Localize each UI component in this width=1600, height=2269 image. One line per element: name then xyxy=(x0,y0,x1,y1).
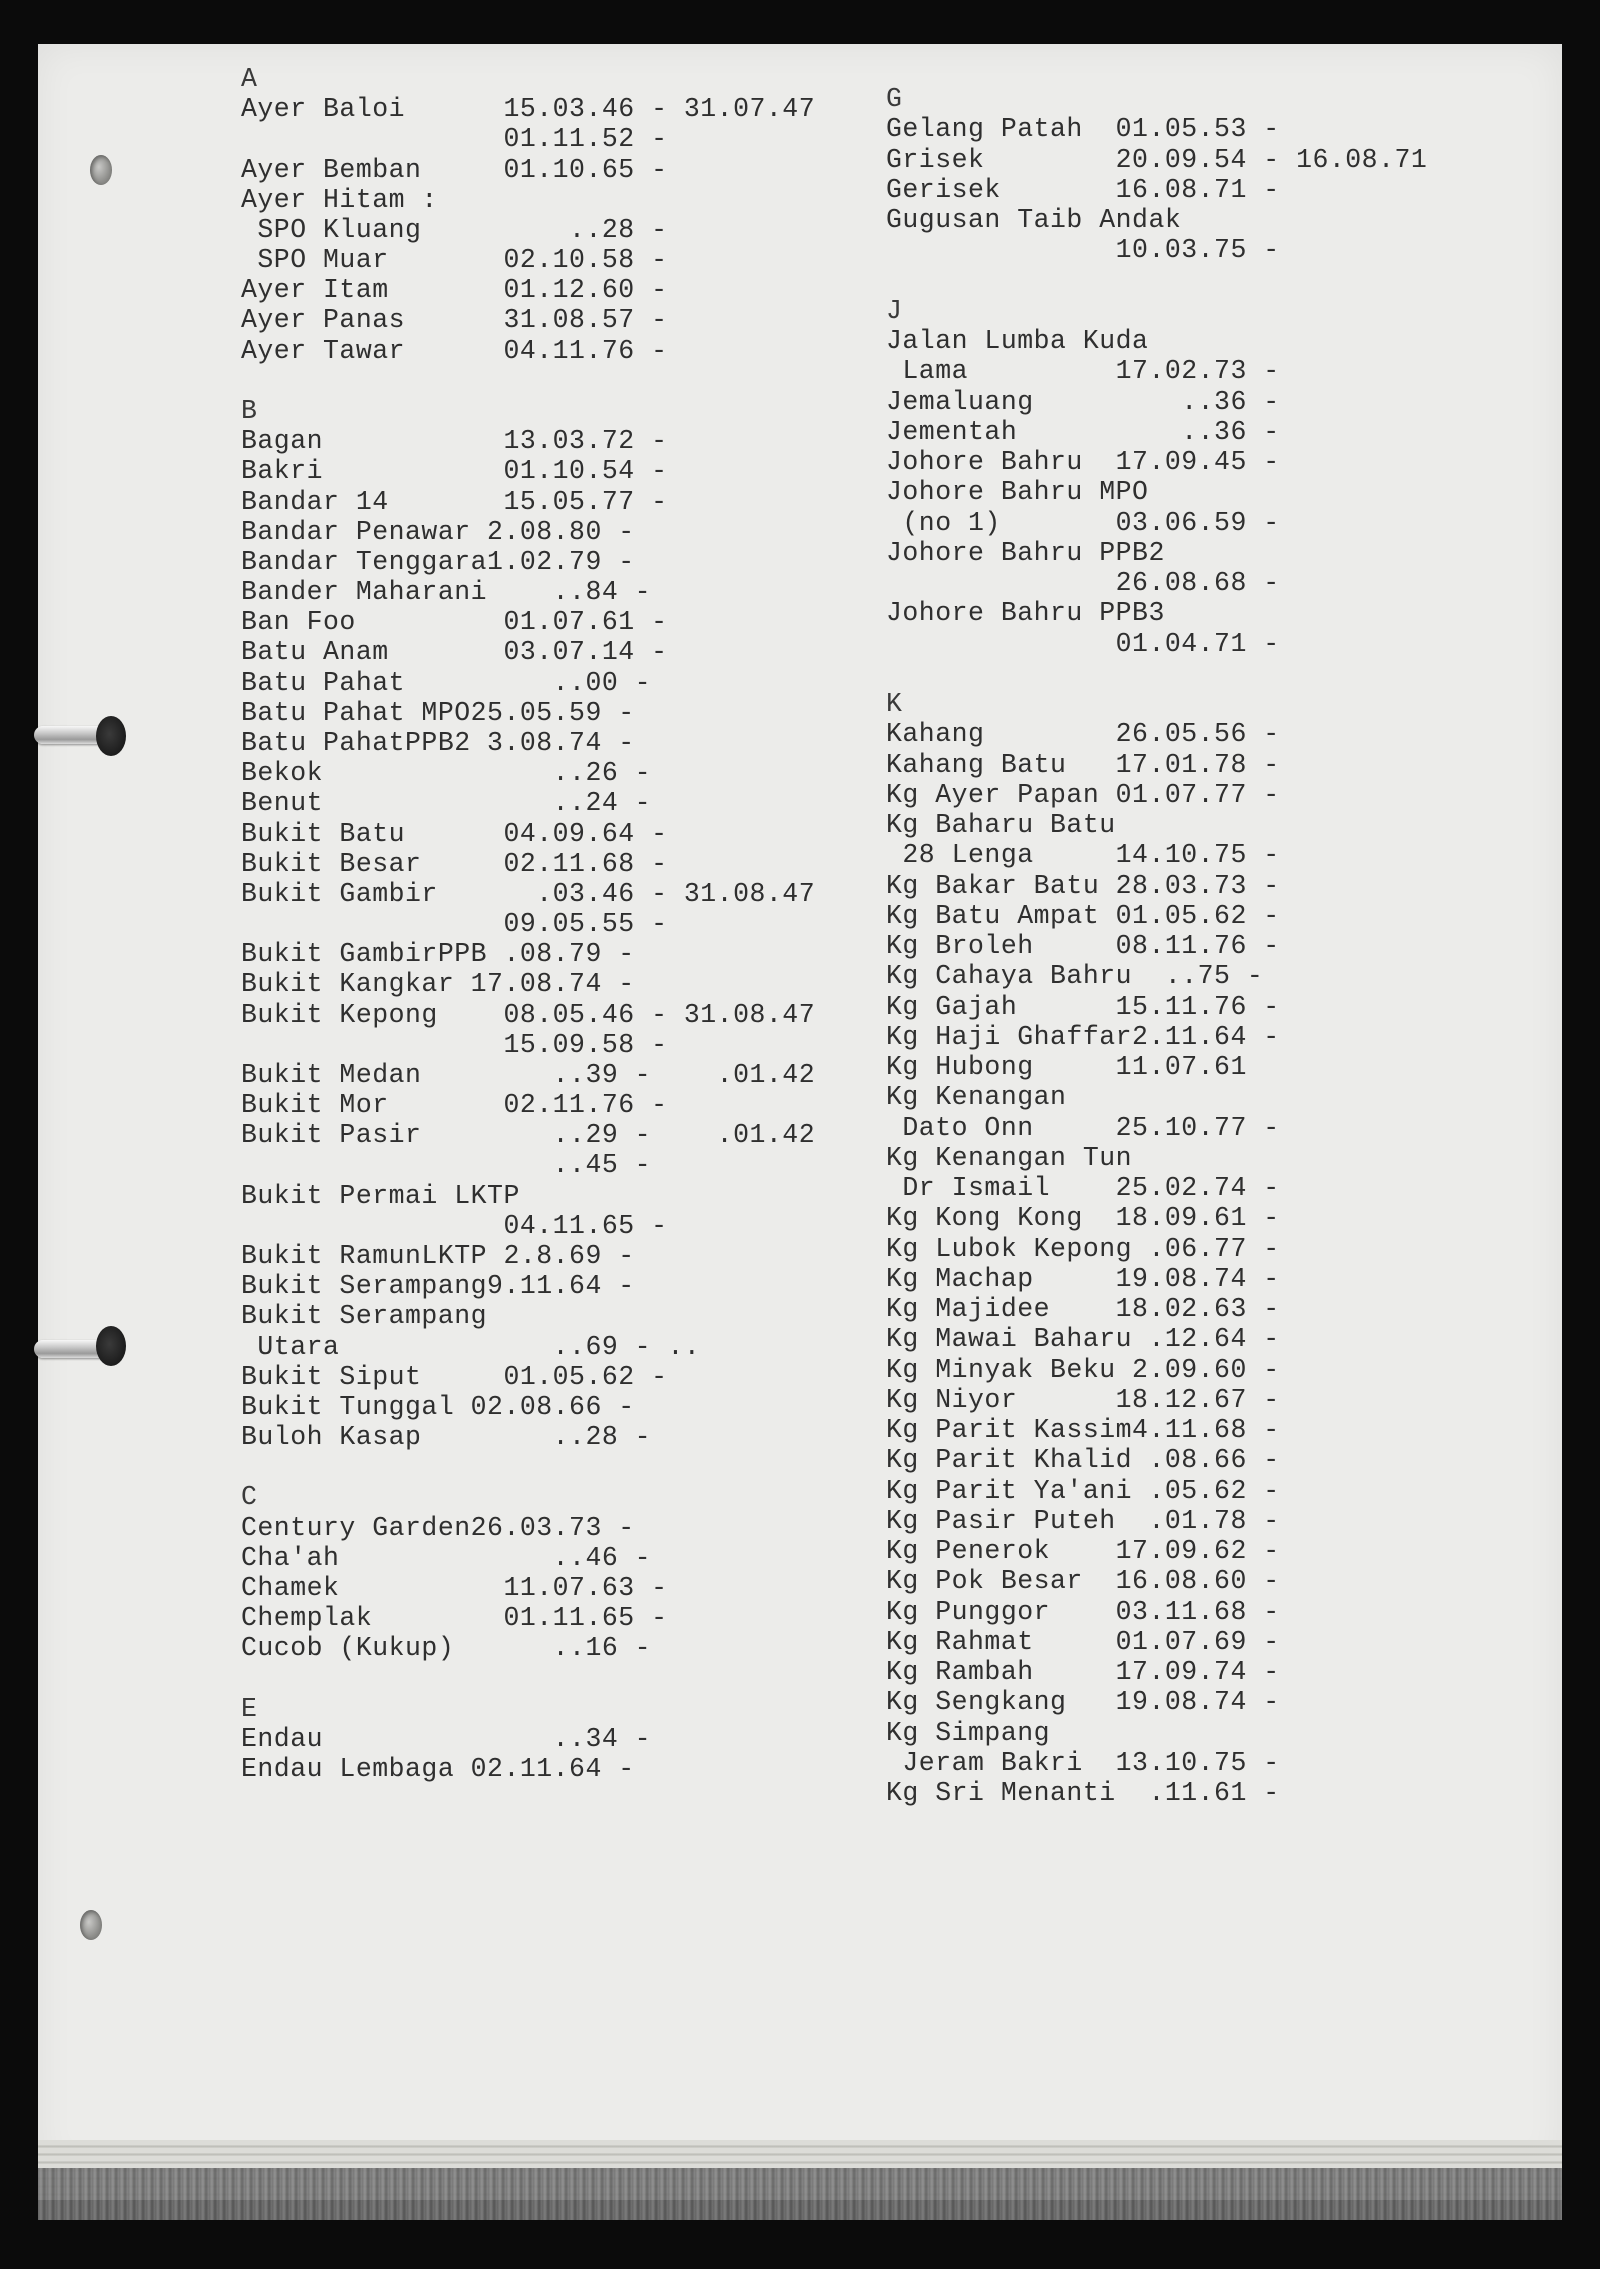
left-column-line: Bander Maharani ..84 - xyxy=(241,577,652,608)
right-column-line: Kg Baharu Batu xyxy=(886,810,1116,840)
right-column-line: Dr Ismail 25.02.74 - xyxy=(886,1173,1280,1203)
left-column-line: ..45 - xyxy=(241,1150,652,1181)
right-column-line: Kg Batu Ampat 01.05.62 - xyxy=(886,900,1280,931)
right-column-line: Jalan Lumba Kuda xyxy=(886,326,1149,356)
left-column-line: Chemplak 01.11.65 - xyxy=(241,1603,668,1634)
left-column-line: Utara ..69 - .. xyxy=(241,1331,701,1362)
right-column-line: Kahang 26.05.56 - xyxy=(886,719,1280,750)
right-column-line: Dato Onn 25.10.77 - xyxy=(886,1112,1280,1143)
left-column-line: Bukit RamunLKTP 2.8.69 - xyxy=(241,1241,635,1272)
left-column-line: Chamek 11.07.63 - xyxy=(241,1573,668,1603)
left-column-line: Bukit Pasir ..29 - .01.42 xyxy=(241,1120,816,1151)
right-column-line: Kg Sri Menanti .11.61 - xyxy=(886,1778,1280,1808)
left-column-line: Bukit Besar 02.11.68 - xyxy=(241,848,668,879)
right-column-line: K xyxy=(886,689,903,719)
right-column-line: Jemaluang ..36 - xyxy=(886,386,1280,417)
right-column-line: Kg Mawai Baharu .12.64 - xyxy=(886,1324,1280,1355)
left-column-line: Bandar Penawar 2.08.80 - xyxy=(241,516,635,547)
right-column-line: Kg Pasir Puteh .01.78 - xyxy=(886,1505,1280,1536)
left-column-line: E xyxy=(241,1693,258,1724)
left-column-line: Batu PahatPPB2 3.08.74 - xyxy=(241,727,635,758)
punch-hole-bottom xyxy=(80,1910,102,1940)
document-page xyxy=(38,44,1562,2174)
right-column-line: Jementah ..36 - xyxy=(886,416,1280,447)
right-column-line: J xyxy=(886,295,903,326)
left-column-line: SPO Muar 02.10.58 - xyxy=(241,245,668,276)
right-column-line: Kg Machap 19.08.74 - xyxy=(886,1263,1280,1294)
left-column-line: Ban Foo 01.07.61 - xyxy=(241,607,668,638)
left-column-line: Ayer Bemban 01.10.65 - xyxy=(241,154,668,185)
left-column-line: Bukit Medan ..39 - .01.42 xyxy=(241,1059,816,1090)
left-column-line: Bagan 13.03.72 - xyxy=(241,426,668,457)
right-column-line: Kg Punggor 03.11.68 - xyxy=(886,1596,1280,1627)
left-column-line: Cucob (Kukup) ..16 - xyxy=(241,1633,652,1664)
right-column-line: Johore Bahru MPO xyxy=(886,477,1149,508)
right-column-line: Kg Hubong 11.07.61 xyxy=(886,1052,1247,1082)
right-column-line: 28 Lenga 14.10.75 - xyxy=(886,840,1280,871)
left-column-line: Ayer Baloi 15.03.46 - 31.07.47 xyxy=(241,94,816,125)
left-column-line: Bukit Kepong 08.05.46 - 31.08.47 xyxy=(241,999,816,1030)
right-column-line: Kg Lubok Kepong .06.77 - xyxy=(886,1233,1280,1264)
right-column-line: Johore Bahru 17.09.45 - xyxy=(886,447,1280,477)
left-column-line: Bukit Permai LKTP xyxy=(241,1180,520,1211)
right-column-line: Kg Kong Kong 18.09.61 - xyxy=(886,1203,1280,1234)
right-column-line: Kg Gajah 15.11.76 - xyxy=(886,991,1280,1022)
left-column-line: Bandar 14 15.05.77 - xyxy=(241,486,668,517)
right-column-line: Kg Pok Besar 16.08.60 - xyxy=(886,1566,1280,1597)
left-column-line: Bukit Batu 04.09.64 - xyxy=(241,818,668,849)
left-column-line: Bakri 01.10.54 - xyxy=(241,456,668,487)
right-column-line: Gelang Patah 01.05.53 - xyxy=(886,114,1280,145)
right-column-line: Kg Minyak Beku 2.09.60 - xyxy=(886,1354,1280,1385)
right-column-line: Kg Haji Ghaffar2.11.64 - xyxy=(886,1021,1280,1052)
right-column-line: Kg Kenangan Tun xyxy=(886,1142,1133,1173)
left-column-line: 04.11.65 - xyxy=(241,1210,668,1241)
right-column-line: Kg Parit Kassim4.11.68 - xyxy=(886,1415,1280,1445)
right-column-line: Kg Rambah 17.09.74 - xyxy=(886,1657,1280,1687)
right-column-line: Kg Majidee 18.02.63 - xyxy=(886,1294,1280,1324)
binder-ring-lower-end xyxy=(96,1326,126,1366)
binder-ring-upper-end xyxy=(96,716,126,756)
left-column-line: B xyxy=(241,395,258,426)
left-column-line: Ayer Hitam : xyxy=(241,184,438,215)
right-column-line: Jeram Bakri 13.10.75 - xyxy=(886,1747,1280,1778)
left-column-line: Buloh Kasap ..28 - xyxy=(241,1422,652,1453)
left-column-line: Bekok ..26 - xyxy=(241,758,652,789)
right-column-line: Johore Bahru PPB2 xyxy=(886,537,1165,568)
left-column-line: Bandar Tenggara1.02.79 - xyxy=(241,546,635,577)
right-column-line: 26.08.68 - xyxy=(886,568,1280,598)
left-column-line: 15.09.58 - xyxy=(241,1029,668,1060)
right-column-line: Kg Bakar Batu 28.03.73 - xyxy=(886,870,1280,901)
left-column-line: Bukit Gambir .03.46 - 31.08.47 xyxy=(241,878,816,909)
left-column-line: Endau Lembaga 02.11.64 - xyxy=(241,1754,635,1785)
right-column-line: Lama 17.02.73 - xyxy=(886,356,1280,387)
left-column-line: Batu Pahat ..00 - xyxy=(241,667,652,698)
right-column-line: Kg Parit Ya'ani .05.62 - xyxy=(886,1475,1280,1506)
binder-edge xyxy=(38,2168,1562,2220)
left-column-line: Ayer Itam 01.12.60 - xyxy=(241,275,668,306)
left-column-line: Benut ..24 - xyxy=(241,788,652,819)
left-column-line: Century Garden26.03.73 - xyxy=(241,1512,635,1543)
right-column-line: Johore Bahru PPB3 xyxy=(886,598,1165,629)
right-column-line: Gerisek 16.08.71 - xyxy=(886,174,1280,205)
punch-hole-top xyxy=(90,155,112,185)
right-column-line: G xyxy=(886,84,903,114)
right-column-line: Kg Sengkang 19.08.74 - xyxy=(886,1687,1280,1718)
left-column-line: Batu Anam 03.07.14 - xyxy=(241,637,668,668)
left-column-line: 01.11.52 - xyxy=(241,124,668,155)
left-column-line: A xyxy=(241,64,258,94)
left-column-line: SPO Kluang ..28 - xyxy=(241,214,668,245)
right-column-line: Kg Rahmat 01.07.69 - xyxy=(886,1626,1280,1657)
right-column-line: Kahang Batu 17.01.78 - xyxy=(886,749,1280,780)
left-column-line: C xyxy=(241,1482,258,1513)
right-column-line: Grisek 20.09.54 - 16.08.71 xyxy=(886,144,1428,175)
right-column-line: Kg Kenangan xyxy=(886,1082,1067,1113)
right-column-line: Kg Niyor 18.12.67 - xyxy=(886,1384,1280,1415)
right-column-line: Kg Parit Khalid .08.66 - xyxy=(886,1445,1280,1476)
left-column-line: Bukit Siput 01.05.62 - xyxy=(241,1361,668,1392)
left-column-line: Bukit Tunggal 02.08.66 - xyxy=(241,1391,635,1422)
right-column-line: 10.03.75 - xyxy=(886,235,1280,266)
right-column-line: 01.04.71 - xyxy=(886,628,1280,659)
left-column-line: Bukit Kangkar 17.08.74 - xyxy=(241,969,635,1000)
left-column-line: Bukit Mor 02.11.76 - xyxy=(241,1090,668,1121)
left-column-line: Endau ..34 - xyxy=(241,1723,652,1754)
left-column-line: Bukit GambirPPB .08.79 - xyxy=(241,939,635,970)
right-column-line: Kg Cahaya Bahru ..75 - xyxy=(886,961,1264,992)
right-column-line: Kg Penerok 17.09.62 - xyxy=(886,1536,1280,1566)
left-column-line: Cha'ah ..46 - xyxy=(241,1542,652,1573)
right-column-line: Kg Broleh 08.11.76 - xyxy=(886,931,1280,961)
right-column-line: Gugusan Taib Andak xyxy=(886,205,1182,235)
left-column-line: Batu Pahat MPO25.05.59 - xyxy=(241,697,635,728)
left-column-line: Bukit Serampang9.11.64 - xyxy=(241,1271,635,1302)
right-column-line: (no 1) 03.06.59 - xyxy=(886,507,1280,538)
right-column-line: Kg Ayer Papan 01.07.77 - xyxy=(886,779,1280,810)
right-column-line: Kg Simpang xyxy=(886,1717,1051,1748)
left-column-line: Ayer Tawar 04.11.76 - xyxy=(241,335,668,366)
left-column-line: 09.05.55 - xyxy=(241,909,668,940)
left-column-line: Bukit Serampang xyxy=(241,1301,488,1332)
left-column-line: Ayer Panas 31.08.57 - xyxy=(241,305,668,336)
